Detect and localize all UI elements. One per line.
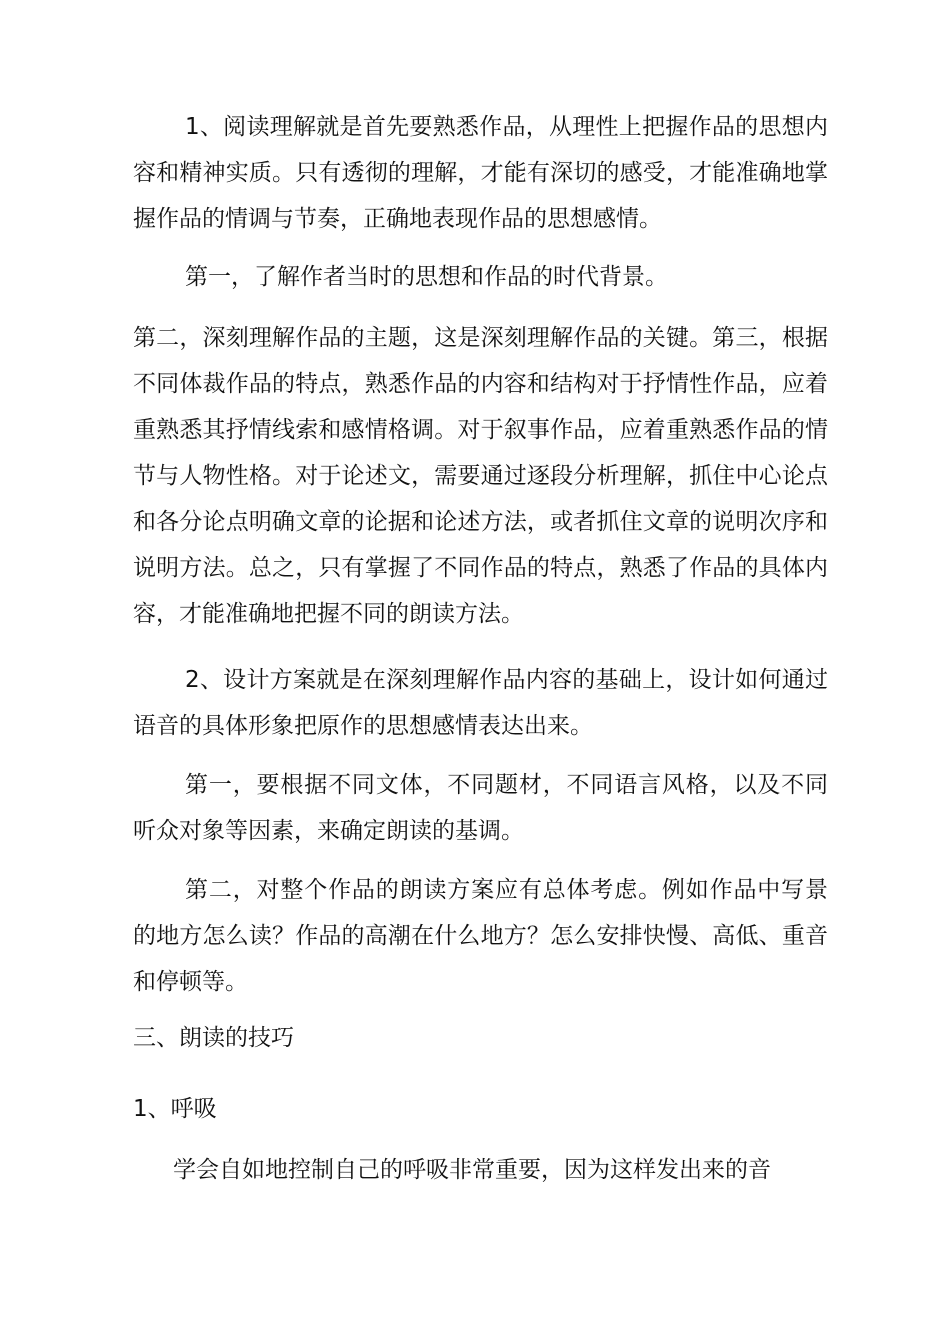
paragraph-design-plan: 2、设计方案就是在深刻理解作品内容的基础上，设计如何通过语音的具体形象把原作的思想感情表达出来。 — [133, 667, 828, 739]
section-heading-reading-skills: 三、朗读的技巧 — [133, 1025, 294, 1051]
subheading-breathing: 1、呼吸 — [133, 1096, 217, 1122]
paragraph-first-tone: 第一，要根据不同文体，不同题材，不同语言风格，以及不同听众对象等因素，来确定朗读的基调。 — [133, 772, 828, 844]
paragraph-reading-comprehension: 1、阅读理解就是首先要熟悉作品，从理性上把握作品的思想内容和精神实质。只有透彻的理解，才能有深切的感受，才能准确地掌握作品的情调与节奏，正确地表现作品的思想感情。 — [133, 114, 828, 232]
paragraph-breathing-control: 学会自如地控制自己的呼吸非常重要，因为这样发出来的音 — [173, 1157, 771, 1183]
paragraph-second-overall: 第二，对整个作品的朗读方案应有总体考虑。例如作品中写景的地方怎么读？作品的高潮在什么地方？怎么安排快慢、高低、重音和停顿等。 — [133, 877, 828, 995]
paragraph-second-theme: 第二，深刻理解作品的主题，这是深刻理解作品的关键。第三，根据不同体裁作品的特点，熟悉作品的内容和结构对于抒情性作品，应着重熟悉其抒情线索和感情格调。对于叙事作品，应着重熟悉作品的情节与人物性格。对于论述文，需要通过逐段分析理解，抓住中心论点和各分论点明确文章的论据和论述方法，或者抓住文章的说明次序和说明方法。总之，只有掌握了不同作品的特点，熟悉了作品的具体内容，才能准确地把握不同的朗读方法。 — [133, 325, 828, 627]
paragraph-first-background: 第一，了解作者当时的思想和作品的时代背景。 — [185, 264, 668, 290]
